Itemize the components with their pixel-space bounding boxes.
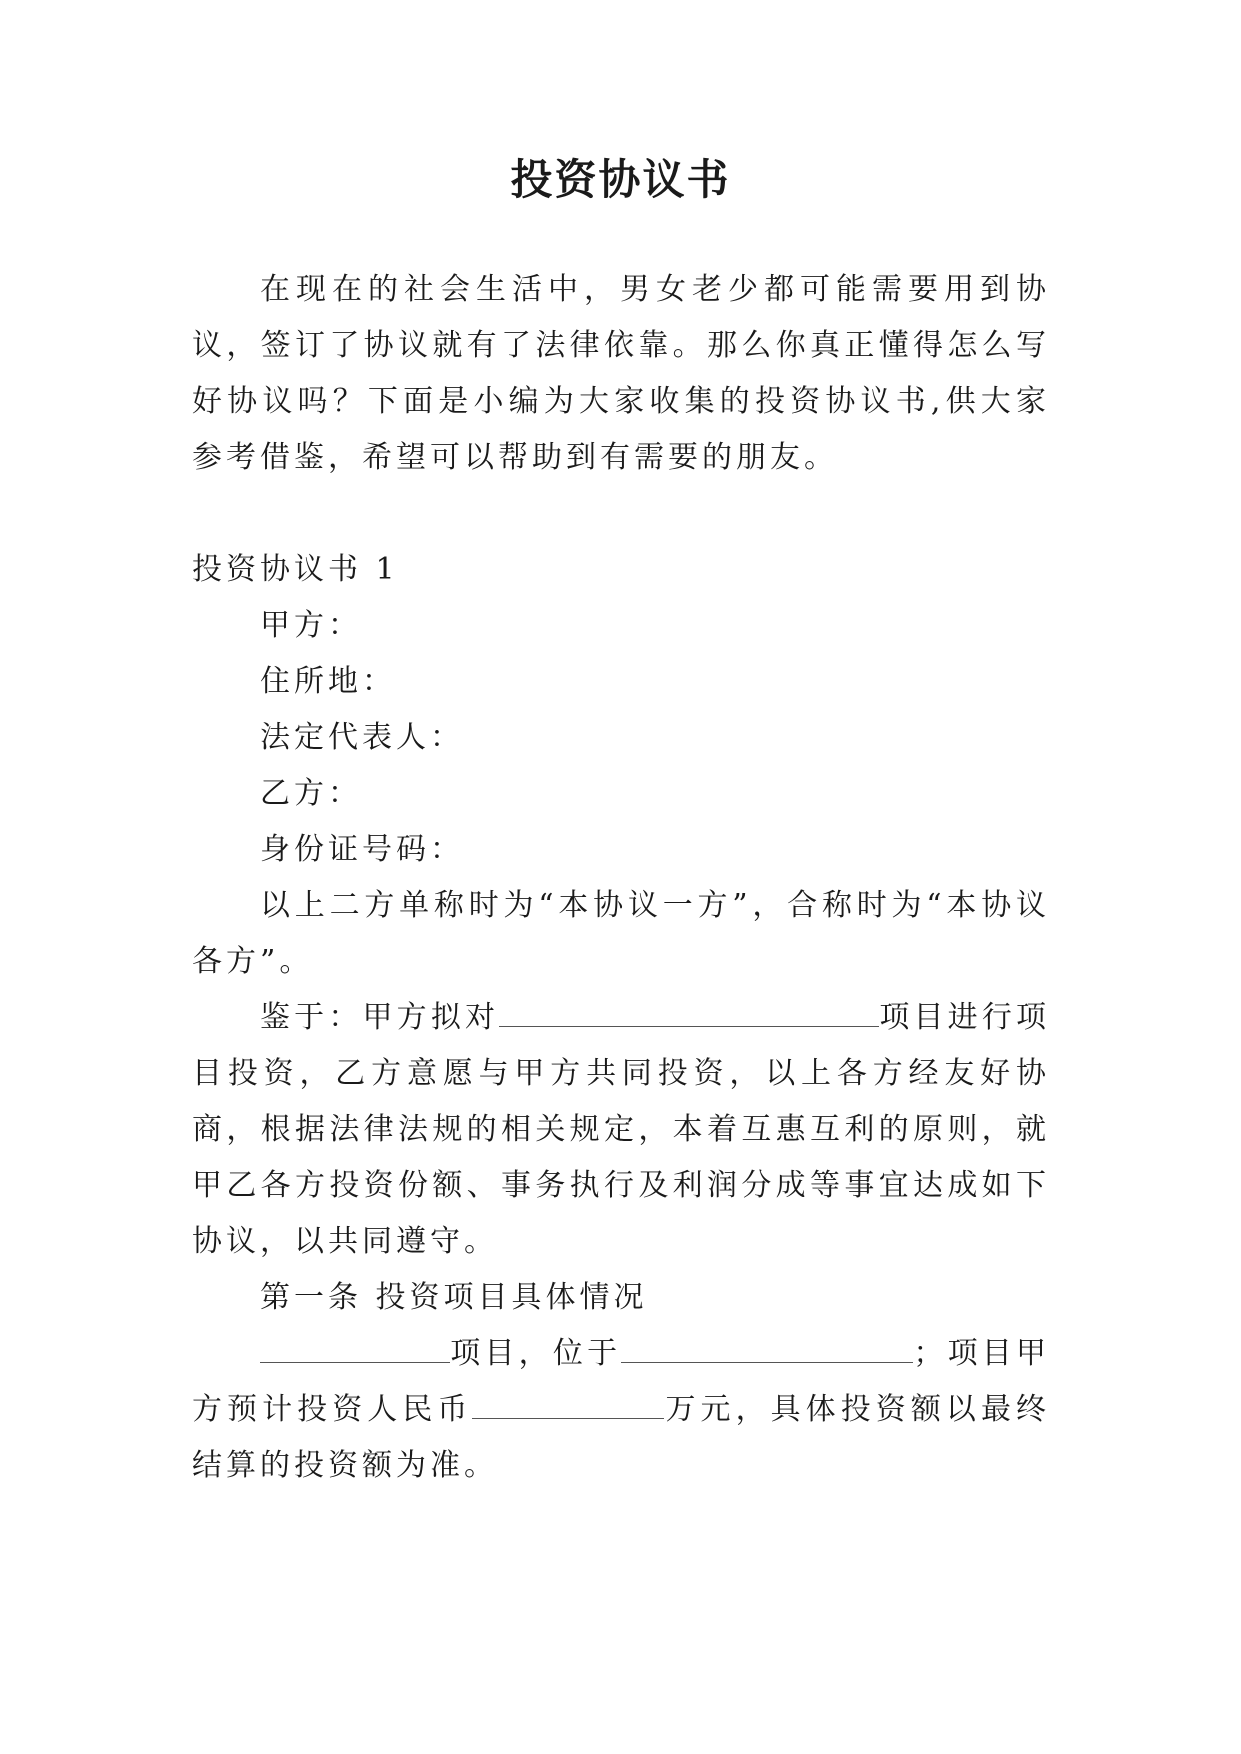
- whereas-paragraph: [192, 990, 1050, 1270]
- id-number-label: 身份证号码：: [260, 832, 464, 867]
- parties-note-paragraph: 以上二方单称时为“本协议一方”，合称时为“本协议各方”。: [192, 888, 1050, 979]
- whereas-text-start: 鉴于：甲方拟对: [260, 1000, 500, 1035]
- project-blank: [260, 1328, 450, 1363]
- document-title: 投资协议书: [510, 155, 731, 204]
- section-heading: 投资协议书 1: [192, 552, 399, 587]
- article1-text-2: ；项目甲方预计投资人民币: [192, 1336, 1051, 1427]
- intro-paragraph: 在现在的社会生活中，男女老少都可能需要用到协议，签订了协议就有了法律依靠。那么你真正懂得怎么写好协议吗？下面是小编为大家收集的投资协议书,供大家参考借鉴，希望可以帮助到有需要的朋友。: [192, 272, 1050, 475]
- article1-text-1: 项目，位于: [450, 1336, 622, 1371]
- legal-rep-label: 法定代表人：: [260, 720, 464, 755]
- party-b-label: 乙方：: [260, 776, 362, 811]
- spacer: [192, 486, 1050, 542]
- amount-blank: [472, 1384, 664, 1419]
- document-body: [192, 262, 1050, 1494]
- whereas-text-rest: 项目进行项目投资，乙方意愿与甲方共同投资，以上各方经友好协商，根据法律法规的相关规定，本着互惠互利的原则，就甲乙各方投资份额、事务执行及利润分成等事宜达成如下协议，以共同遵守。: [192, 1000, 1051, 1259]
- party-a-label: 甲方：: [260, 608, 362, 643]
- article1-text-3: 万元，具体投资额以最终结算的投资额为准。: [192, 1392, 1051, 1483]
- project-name-blank: [499, 992, 879, 1027]
- article1-paragraph: [192, 1326, 1050, 1494]
- location-blank: [621, 1328, 913, 1363]
- address-label: 住所地：: [260, 664, 396, 699]
- article1-heading: 第一条 投资项目具体情况: [260, 1280, 648, 1315]
